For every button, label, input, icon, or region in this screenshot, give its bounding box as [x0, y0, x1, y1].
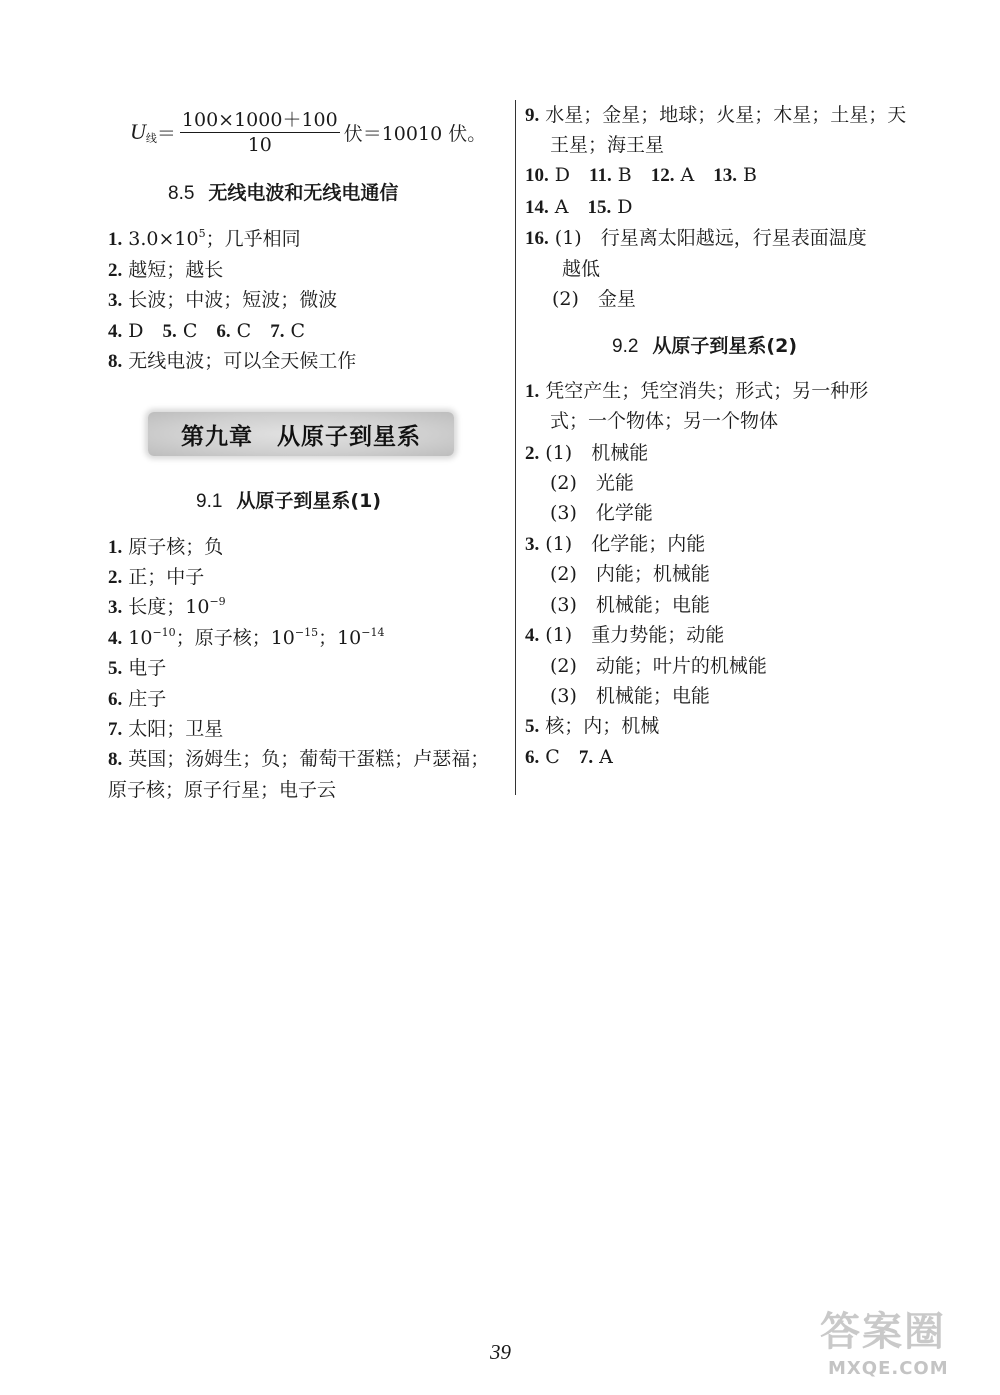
formula-numerator: 100×1000＋100 — [181, 108, 338, 131]
list-item: 9. 水星；金星；地球；火星；木星；土星；天 — [525, 104, 907, 126]
list-item: 8. 无线电波；可以全天候工作 — [108, 350, 357, 372]
list-item-continuation: 越低 — [562, 258, 601, 280]
list-item-sub: (3) 机械能；电能 — [550, 685, 710, 707]
list-item: 6. C 7. A — [525, 746, 613, 768]
formula-result: 伏＝10010 伏。 — [343, 122, 487, 145]
section-heading-8-5: 8.5 无线电波和无线电通信 — [168, 182, 399, 204]
list-item-sub: (2) 内能；机械能 — [550, 563, 710, 585]
list-item: 2. 越短；越长 — [108, 259, 224, 281]
list-item: 5. 核；内；机械 — [525, 715, 660, 737]
list-item: 2. (1) 机械能 — [525, 442, 649, 464]
list-item: 10. D 11. B 12. A 13. B — [525, 164, 758, 186]
list-item-sub: (2) 金星 — [552, 288, 636, 310]
section-heading-9-1: 9.1 从原子到星系(1) — [196, 490, 382, 512]
list-item-continuation: 式；一个物体；另一个物体 — [550, 410, 779, 432]
list-item: 3. (1) 化学能；内能 — [525, 533, 706, 555]
list-item-sub: (3) 化学能 — [550, 502, 653, 524]
list-item: 4. $10^{-10}$；原子核；$10^{-15}$；$10^{-14}$ — [108, 626, 385, 649]
list-item: 5. 电子 — [108, 657, 167, 679]
watermark-text: 答案圈 — [820, 1309, 946, 1355]
list-item: 8. 英国；汤姆生；负；葡萄干蛋糕；卢瑟福； — [108, 748, 490, 770]
list-item-sub: (2) 动能；叶片的机械能 — [550, 655, 767, 677]
list-item-continuation: 王星；海王星 — [550, 134, 665, 156]
list-item-sub: (2) 光能 — [550, 472, 634, 494]
column-divider — [515, 100, 516, 795]
list-item: 1. $3.0\times 10^5$；几乎相同 — [108, 227, 301, 250]
list-item: 6. 庄子 — [108, 688, 167, 710]
watermark-url: MXQE.COM — [828, 1358, 949, 1379]
page-number: 39 — [490, 1340, 511, 1364]
list-item: 2. 正；中子 — [108, 566, 205, 588]
watermark-logo — [820, 1300, 995, 1390]
section-heading-9-2: 9.2 从原子到星系(2) — [612, 335, 798, 357]
list-item-sub: (3) 机械能；电能 — [550, 594, 710, 616]
list-item: 3. 长度；$10^{-9}$ — [108, 595, 226, 618]
formula-denominator: 10 — [247, 133, 272, 156]
list-item: 7. 太阳；卫星 — [108, 718, 224, 740]
list-item: 4. (1) 重力势能；动能 — [525, 624, 725, 646]
list-item: 1. 原子核；负 — [108, 536, 224, 558]
formula-fraction — [180, 108, 340, 157]
list-item: 1. 凭空产生；凭空消失；形式；另一种形 — [525, 380, 869, 402]
formula-variable: $U_线$ — [130, 118, 157, 145]
list-item: 14. A 15. D — [525, 196, 633, 218]
list-item: 16. (1) 行星离太阳越远，行星表面温度 — [525, 227, 867, 249]
list-item: 3. 长波；中波；短波；微波 — [108, 289, 338, 311]
list-item-continuation: 原子核；原子行星；电子云 — [108, 779, 337, 801]
list-item: 4. D 5. C 6. C 7. C — [108, 320, 306, 342]
chapter-banner — [148, 412, 454, 456]
voltage-formula: $U_线$ ＝ $\frac{100\times 1000+100}{10}$ 伏＝10010 伏。 — [130, 108, 487, 156]
chapter-title: 第九章 从原子到星系 — [181, 423, 421, 450]
